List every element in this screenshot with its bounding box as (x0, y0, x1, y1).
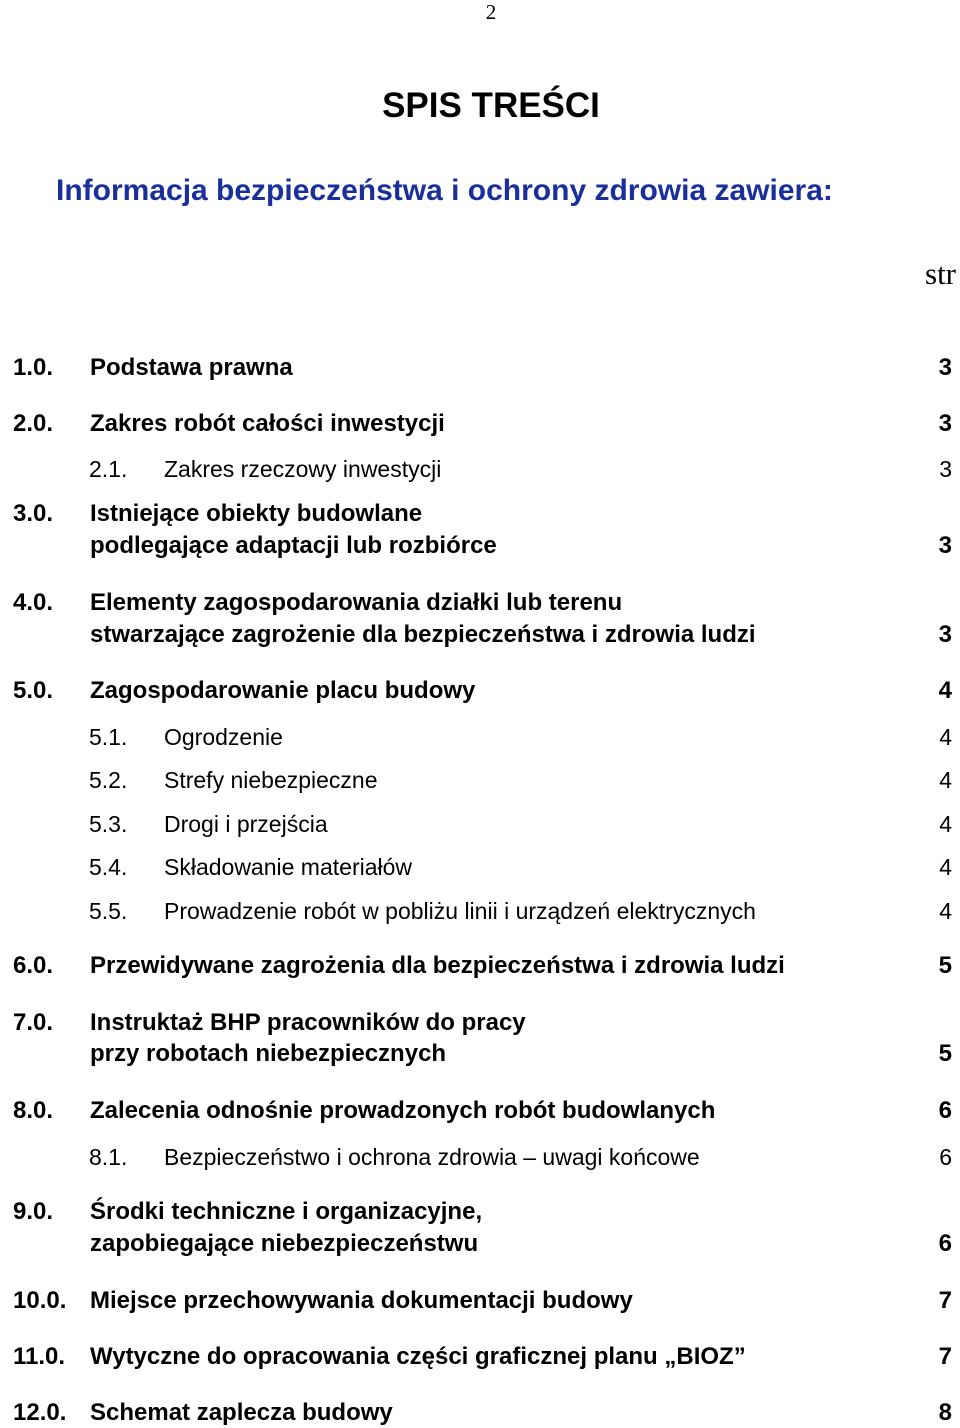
entry-title: Wytyczne do opracowania części graficznej planu „BIOZ” (90, 1343, 746, 1370)
entry-title-continuation: stwarzające zagrożenie dla bezpieczeństwa i zdrowia ludzi (90, 621, 756, 648)
entry-number: 10.0. (13, 1287, 67, 1314)
entry-title: Istniejące obiekty budowlane (90, 500, 423, 527)
entry-page: 7 (938, 1343, 952, 1370)
entry-number: 2.1. (89, 456, 128, 482)
entry-number: 5.2. (89, 767, 128, 793)
entry-title: Drogi i przejścia (164, 811, 328, 837)
entry-page: 3 (938, 354, 952, 381)
entry-page: 3 (938, 532, 952, 559)
entry-number: 4.0. (13, 589, 54, 616)
entry-number: 12.0. (13, 1399, 67, 1426)
entry-page: 6 (938, 1097, 952, 1124)
entry-page: 4 (939, 767, 952, 793)
entry-page: 6 (938, 1230, 952, 1257)
document-subtitle: Informacja bezpieczeństwa i ochrony zdrowia zawiera: (56, 174, 833, 207)
entry-page: 4 (939, 811, 952, 837)
entry-title: Elementy zagospodarowania działki lub terenu (90, 589, 623, 616)
entry-number: 2.0. (13, 410, 54, 437)
entry-page: 5 (938, 952, 952, 979)
entry-title: Podstawa prawna (90, 354, 293, 381)
entry-page: 3 (939, 456, 952, 482)
entry-number: 7.0. (13, 1009, 54, 1036)
entry-number: 5.1. (89, 724, 128, 750)
entry-title: Przewidywane zagrożenia dla bezpieczeństwa i zdrowia ludzi (90, 952, 785, 979)
entry-page: 3 (938, 621, 952, 648)
entry-title: Zakres robót całości inwestycji (90, 410, 445, 437)
entry-title: Strefy niebezpieczne (164, 767, 378, 793)
entry-page: 5 (938, 1040, 952, 1067)
entry-title: Instruktaż BHP pracowników do pracy (90, 1009, 526, 1036)
entry-number: 8.1. (89, 1144, 128, 1170)
entry-title: Zagospodarowanie placu budowy (90, 677, 476, 704)
entry-number: 6.0. (13, 952, 54, 979)
entry-title: Składowanie materiałów (164, 854, 413, 880)
entry-number: 3.0. (13, 500, 54, 527)
page-title: SPIS TREŚCI (382, 86, 600, 125)
page-column-label: str (925, 256, 956, 291)
entry-title: Środki techniczne i organizacyjne, (90, 1198, 483, 1225)
entry-title: Schemat zaplecza budowy (90, 1399, 393, 1426)
entry-title-continuation: zapobiegające niebezpieczeństwu (90, 1230, 479, 1257)
entry-number: 8.0. (13, 1097, 54, 1124)
entry-number: 9.0. (13, 1198, 54, 1225)
entry-page: 8 (938, 1399, 952, 1426)
entry-page: 4 (938, 677, 952, 704)
entry-page: 7 (938, 1287, 952, 1314)
entry-number: 5.5. (89, 898, 128, 924)
entry-page: 4 (939, 898, 952, 924)
page-number: 2 (485, 0, 497, 24)
entry-title: Miejsce przechowywania dokumentacji budowy (90, 1287, 633, 1314)
entry-number: 1.0. (13, 354, 54, 381)
entry-page: 4 (939, 724, 952, 750)
entry-page: 4 (939, 854, 952, 880)
entry-title: Zalecenia odnośnie prowadzonych robót budowlanych (90, 1097, 716, 1124)
entry-title: Bezpieczeństwo i ochrona zdrowia – uwagi końcowe (164, 1144, 700, 1170)
entry-title-continuation: przy robotach niebezpiecznych (90, 1040, 447, 1067)
entry-number: 5.4. (89, 854, 128, 880)
entry-number: 11.0. (13, 1343, 66, 1370)
entry-title: Ogrodzenie (164, 724, 283, 750)
entry-page: 3 (938, 410, 952, 437)
entry-title: Zakres rzeczowy inwestycji (164, 456, 442, 482)
entry-title-continuation: podlegające adaptacji lub rozbiórce (90, 532, 497, 559)
entry-number: 5.0. (13, 677, 54, 704)
entry-page: 6 (939, 1144, 952, 1170)
entry-number: 5.3. (89, 811, 128, 837)
entry-title: Prowadzenie robót w pobliżu linii i urządzeń elektrycznych (164, 898, 756, 924)
